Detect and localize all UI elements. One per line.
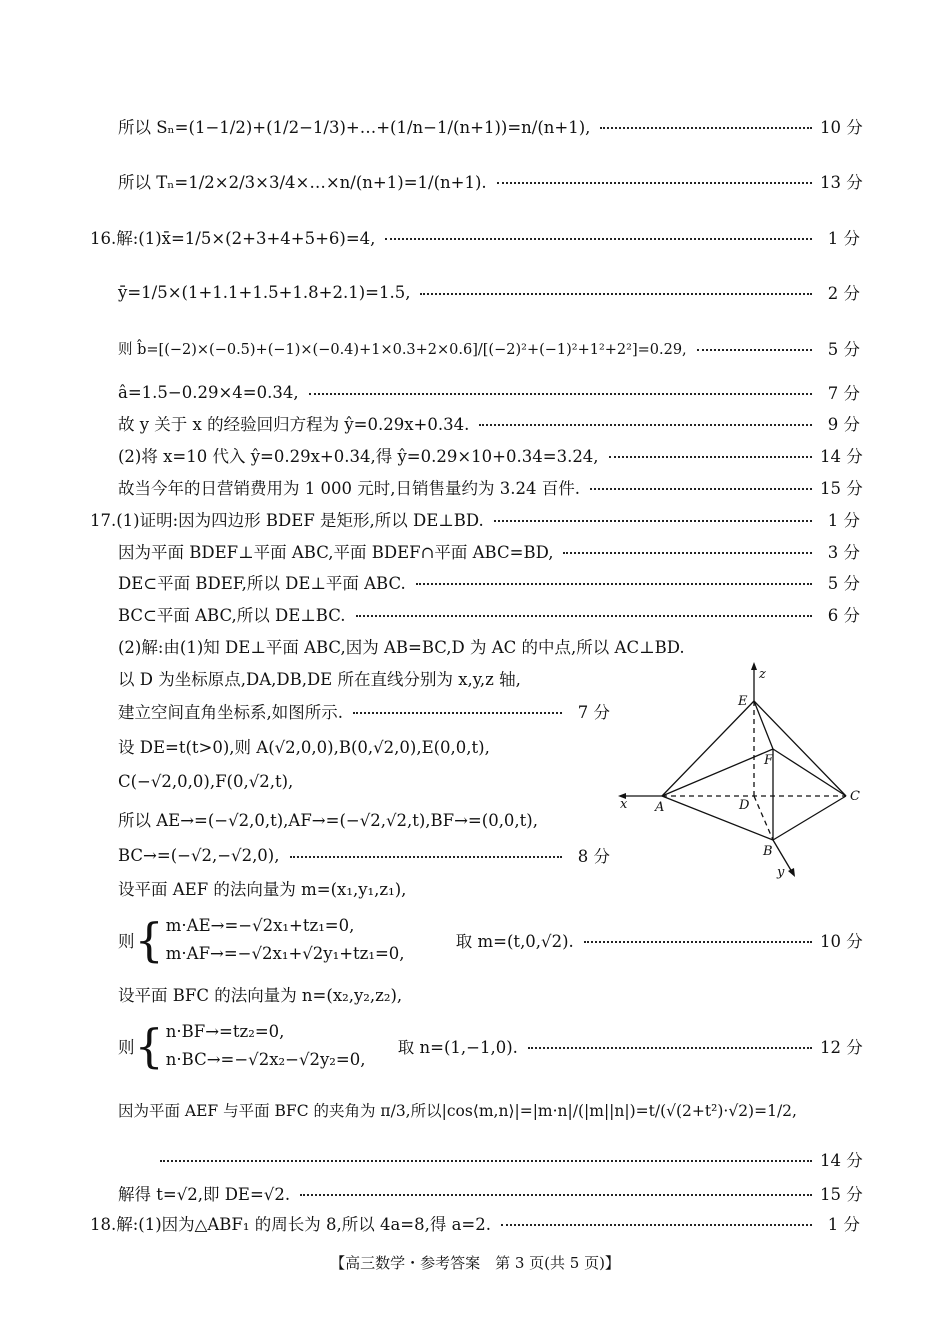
line-text: ȳ=1/5×(1+1.1+1.5+1.8+2.1)=1.5, (118, 282, 411, 302)
line-text: 设平面 AEF 的法向量为 m=(x₁,y₁,z₁), (118, 880, 407, 899)
brace: { (134, 913, 164, 967)
score: 15 分 (820, 1185, 863, 1204)
line-text: 故当今年的日营销费用为 1 000 元时,日销售量约为 3.24 百件. (118, 479, 580, 498)
leader-dots (697, 349, 812, 351)
solution-line (118, 664, 610, 692)
leader-dots (528, 1047, 812, 1049)
solution-line (118, 568, 860, 596)
line-text: BC⊂平面 ABC,所以 DE⊥BC. (118, 606, 346, 625)
solution-line (118, 1179, 863, 1207)
label-c: C (850, 789, 860, 804)
solution-line (118, 473, 863, 501)
page-footer: 【高三数学・参考答案 第 3 页(共 5 页)】 (330, 1254, 620, 1272)
label-z: z (759, 667, 766, 682)
line-text: 因为平面 AEF 与平面 BFC 的夹角为 π/3,所以|cos⟨m,n⟩|=|m·n|/(|m||n|)=t/(√(2+t²)·√2)=1/2, (118, 1102, 797, 1120)
solution-line (118, 167, 863, 195)
solution-line (118, 1018, 863, 1074)
score: 7 分 (577, 703, 610, 722)
leader-dots (600, 127, 812, 129)
score: 14 分 (820, 447, 863, 466)
line-text: 16.解:(1)x̄=1/5×(2+3+4+5+6)=4, (90, 229, 376, 248)
score: 12 分 (820, 1038, 863, 1057)
line-text: 以 D 为坐标原点,DA,DB,DE 所在直线分别为 x,y,z 轴, (118, 670, 521, 689)
line-text: 设平面 BFC 的法向量为 n=(x₂,y₂,z₂), (118, 986, 403, 1005)
solution-line (160, 1145, 863, 1173)
score: 1 分 (827, 511, 860, 530)
line-text: 所以 Sₙ=(1−1/2)+(1/2−1/3)+…+(1/n−1/(n+1))=n/(n+1), (118, 118, 591, 137)
leader-dots (584, 941, 812, 943)
equation: m·AE→=−√2x₁+tz₁=0, (165, 915, 355, 935)
label-f: F (764, 753, 774, 768)
solution-line (118, 767, 610, 795)
solution-line (118, 441, 863, 469)
line-text: (2)解:由(1)知 DE⊥平面 ABC,因为 AB=BC,D 为 AC 的中点,所以 AC⊥BD. (118, 638, 685, 657)
solution-line (118, 409, 860, 437)
equation: n·BC→=−√2x₂−√2y₂=0, (165, 1050, 366, 1069)
line-text: 取 m=(t,0,√2). (455, 932, 574, 951)
line-text: 故 y 关于 x 的经验回归方程为 ŷ=0.29x+0.34. (118, 415, 470, 434)
line-text: 因为平面 BDEF⊥平面 ABC,平面 BDEF∩平面 ABC=BD, (118, 543, 554, 562)
leader-dots (609, 456, 812, 458)
leader-dots (494, 520, 812, 522)
score: 1 分 (827, 229, 860, 248)
solution-line (118, 334, 860, 362)
solution-line (90, 505, 860, 533)
score: 9 分 (827, 415, 860, 434)
equation-system (166, 912, 456, 968)
label-d: D (739, 798, 750, 813)
edge-ec (754, 701, 846, 796)
leader-dots (385, 238, 812, 240)
line-text: 取 n=(1,−1,0). (397, 1038, 518, 1057)
score: 3 分 (827, 543, 860, 562)
solution-line (118, 278, 860, 306)
solution-line (90, 223, 860, 251)
system-prefix: 则 (118, 1038, 135, 1057)
line-text: BC→=(−√2,−√2,0), (118, 845, 280, 865)
leader-dots (590, 488, 812, 490)
score: 8 分 (577, 847, 610, 866)
line-text: 所以 Tₙ=1/2×2/3×3/4×…×n/(n+1)=1/(n+1). (118, 173, 487, 192)
leader-dots (290, 856, 563, 858)
label-x: x (620, 797, 628, 812)
edge-ab (662, 796, 773, 840)
solution-line (118, 805, 630, 833)
line-text: â=1.5−0.29×4=0.34, (118, 382, 299, 402)
edge-af (662, 749, 773, 796)
solution-line (118, 841, 610, 869)
equation: n·BF→=tz₂=0, (165, 1021, 285, 1041)
label-a: A (655, 800, 665, 815)
arrow-icon (751, 662, 757, 670)
solution-line (118, 378, 860, 406)
score: 6 分 (827, 606, 860, 625)
leader-dots (160, 1160, 812, 1162)
line-text: 18.解:(1)因为△ABF₁ 的周长为 8,所以 4a=8,得 a=2. (90, 1215, 491, 1234)
label-e: E (738, 694, 748, 709)
leader-dots (300, 1194, 812, 1196)
score: 7 分 (827, 384, 860, 403)
score: 15 分 (820, 479, 863, 498)
line-text: (2)将 x=10 代入 ŷ=0.29x+0.34,得 ŷ=0.29×10+0.34=3.24, (118, 447, 599, 466)
line-text: 则 b̂=[(−2)×(−0.5)+(−1)×(−0.4)+1×0.3+2×0.6]/[(−2)²+(−1)²+1²+2²]=0.29, (118, 341, 687, 358)
solution-line (118, 600, 860, 628)
solution-line (118, 912, 863, 968)
line-text: DE⊂平面 BDEF,所以 DE⊥平面 ABC. (118, 574, 406, 593)
line-text: C(−√2,0,0),F(0,√2,t), (118, 771, 294, 791)
solution-line (118, 732, 640, 760)
solution-line (118, 980, 860, 1008)
solution-line (118, 112, 863, 140)
leader-dots (479, 424, 812, 426)
edge-ef (754, 701, 773, 749)
score: 2 分 (827, 284, 860, 303)
equation-system (166, 1018, 398, 1074)
brace: { (134, 1019, 164, 1073)
score: 10 分 (820, 932, 863, 951)
arrow-icon (788, 868, 795, 877)
leader-dots (353, 712, 562, 714)
solution-line (118, 537, 860, 565)
score: 5 分 (827, 574, 860, 593)
leader-dots (309, 393, 812, 395)
line-text: 解得 t=√2,即 DE=√2. (118, 1185, 291, 1204)
leader-dots (420, 293, 812, 295)
leader-dots (356, 615, 812, 617)
label-y: y (777, 865, 785, 880)
line-text: 17.(1)证明:因为四边形 BDEF 是矩形,所以 DE⊥BD. (90, 511, 484, 530)
leader-dots (416, 583, 812, 585)
label-b: B (763, 844, 773, 859)
leader-dots (497, 182, 812, 184)
edge-fc (773, 749, 846, 796)
edge-ae (662, 701, 754, 796)
score: 13 分 (820, 173, 863, 192)
solution-line (118, 632, 860, 660)
line-text: 建立空间直角坐标系,如图所示. (118, 703, 343, 722)
solution-line (90, 1209, 860, 1237)
score: 14 分 (820, 1151, 863, 1170)
score: 5 分 (827, 340, 860, 359)
system-prefix: 则 (118, 932, 135, 951)
score: 10 分 (820, 118, 863, 137)
line-text: 所以 AE→=(−√2,0,t),AF→=(−√2,√2,t),BF→=(0,0,t), (118, 811, 538, 830)
geometry-figure (610, 660, 870, 885)
line-text: 设 DE=t(t>0),则 A(√2,0,0),B(0,√2,0),E(0,0,t), (118, 738, 490, 757)
solution-line (118, 1096, 860, 1124)
score: 1 分 (827, 1215, 860, 1234)
leader-dots (563, 552, 812, 554)
equation: m·AF→=−√2x₁+√2y₁+tz₁=0, (165, 944, 405, 963)
solution-line (118, 697, 610, 725)
leader-dots (501, 1224, 812, 1226)
edge-bc (773, 796, 846, 840)
